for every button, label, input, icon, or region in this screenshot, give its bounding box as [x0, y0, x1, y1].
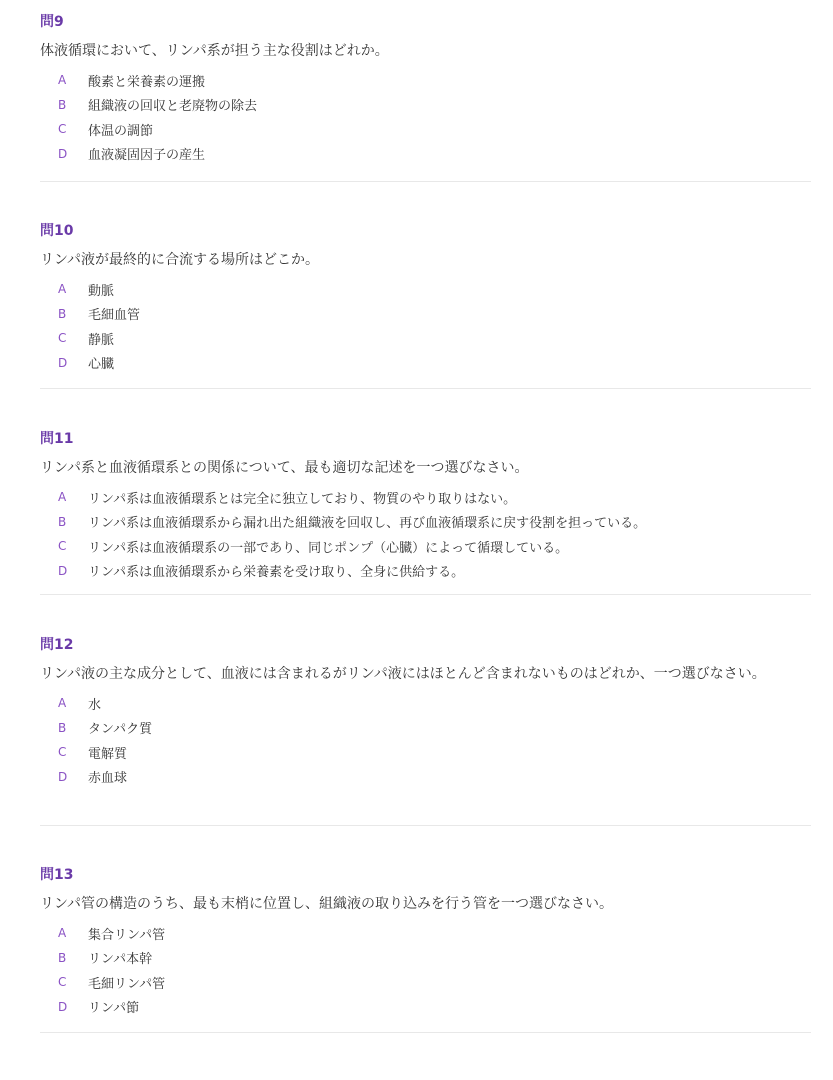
- choice-a[interactable]: [40, 68, 811, 93]
- choice-list: [40, 921, 811, 1019]
- choice-text: 組織液の回収と老廃物の除去: [88, 99, 258, 115]
- question-9: [40, 12, 811, 166]
- choice-letter: D: [58, 769, 68, 784]
- choice-list: [40, 485, 811, 583]
- choice-text: 血液凝固因子の産生: [88, 148, 206, 164]
- choice-list: [40, 68, 811, 166]
- choice-letter: B: [58, 306, 67, 321]
- choice-letter: B: [58, 720, 67, 735]
- choice-letter: C: [58, 122, 67, 137]
- choice-c[interactable]: [40, 970, 811, 995]
- choice-a[interactable]: [40, 691, 811, 716]
- choice-text: リンパ系は血液循環系の一部であり、同じポンプ（心臓）によって循環している。: [88, 540, 569, 556]
- choice-letter: A: [58, 73, 67, 88]
- choice-letter: A: [58, 696, 67, 711]
- choice-c[interactable]: [40, 117, 811, 142]
- choice-letter: B: [58, 514, 67, 529]
- choice-d[interactable]: [40, 559, 811, 584]
- choice-d[interactable]: [40, 142, 811, 167]
- question-10: [40, 221, 811, 375]
- choice-letter: C: [58, 331, 67, 346]
- choice-text: 静脈: [88, 332, 115, 348]
- choice-list: [40, 277, 811, 375]
- divider: [40, 1032, 811, 1033]
- choice-c[interactable]: [40, 326, 811, 351]
- choice-text: 心臓: [88, 357, 115, 373]
- choice-b[interactable]: [40, 302, 811, 327]
- choice-c[interactable]: [40, 534, 811, 559]
- choice-text: リンパ本幹: [88, 952, 153, 968]
- choice-letter: B: [58, 97, 67, 112]
- choice-text: 電解質: [88, 746, 128, 762]
- choice-letter: C: [58, 745, 67, 760]
- divider: [40, 181, 811, 182]
- question-number: 問13: [40, 867, 74, 883]
- choice-a[interactable]: [40, 921, 811, 946]
- divider: [40, 594, 811, 595]
- choice-text: 酸素と栄養素の運搬: [88, 74, 206, 90]
- question-number: 問9: [40, 14, 64, 30]
- choice-letter: C: [58, 975, 67, 990]
- choice-text: リンパ系は血液循環系とは完全に独立しており、物質のやり取りはない。: [88, 491, 517, 507]
- choice-text: 集合リンパ管: [88, 927, 166, 943]
- choice-letter: D: [58, 999, 68, 1014]
- choice-text: 毛細血管: [88, 308, 141, 324]
- choice-a[interactable]: [40, 277, 811, 302]
- divider: [40, 825, 811, 826]
- divider: [40, 388, 811, 389]
- choice-d[interactable]: [40, 351, 811, 376]
- choice-letter: A: [58, 282, 67, 297]
- question-number: 問11: [40, 431, 74, 447]
- choice-text: リンパ系は血液循環系から栄養素を受け取り、全身に供給する。: [88, 565, 465, 581]
- choice-d[interactable]: [40, 995, 811, 1020]
- choice-text: 体温の調節: [88, 123, 154, 139]
- choice-c[interactable]: [40, 740, 811, 765]
- choice-b[interactable]: [40, 946, 811, 971]
- choice-text: 動脈: [88, 283, 115, 299]
- choice-letter: B: [58, 950, 67, 965]
- question-number: 問10: [40, 223, 74, 239]
- choice-text: 水: [88, 697, 102, 713]
- choice-text: リンパ系は血液循環系から漏れ出た組織液を回収し、再び血液循環系に戻す役割を担っている。: [88, 516, 647, 532]
- question-text: リンパ系と血液循環系との関係について、最も適切な記述を一つ選びなさい。: [40, 460, 529, 476]
- choice-letter: D: [58, 355, 68, 370]
- question-number: 問12: [40, 637, 74, 653]
- choice-list: [40, 691, 811, 789]
- question-text: リンパ液が最終的に合流する場所はどこか。: [40, 252, 320, 268]
- choice-b[interactable]: [40, 510, 811, 535]
- choice-text: タンパク質: [88, 722, 153, 738]
- choice-letter: C: [58, 539, 67, 554]
- question-13: [40, 865, 811, 1019]
- choice-text: リンパ節: [88, 1001, 140, 1017]
- choice-letter: D: [58, 563, 68, 578]
- question-text: リンパ管の構造のうち、最も末梢に位置し、組織液の取り込みを行う管を一つ選びなさい。: [40, 896, 614, 912]
- question-text: 体液循環において、リンパ系が担う主な役割はどれか。: [40, 43, 389, 59]
- question-12: [40, 635, 811, 789]
- choice-letter: A: [58, 926, 67, 941]
- choice-d[interactable]: [40, 765, 811, 790]
- question-text: リンパ液の主な成分として、血液には含まれるがリンパ液にはほとんど含まれないものはどれか、一つ選びなさい。: [40, 666, 766, 682]
- choice-text: 毛細リンパ管: [88, 976, 166, 992]
- question-11: [40, 429, 811, 583]
- choice-b[interactable]: [40, 93, 811, 118]
- choice-b[interactable]: [40, 716, 811, 741]
- choice-text: 赤血球: [88, 771, 128, 787]
- choice-letter: A: [58, 490, 67, 505]
- choice-letter: D: [58, 146, 68, 161]
- choice-a[interactable]: [40, 485, 811, 510]
